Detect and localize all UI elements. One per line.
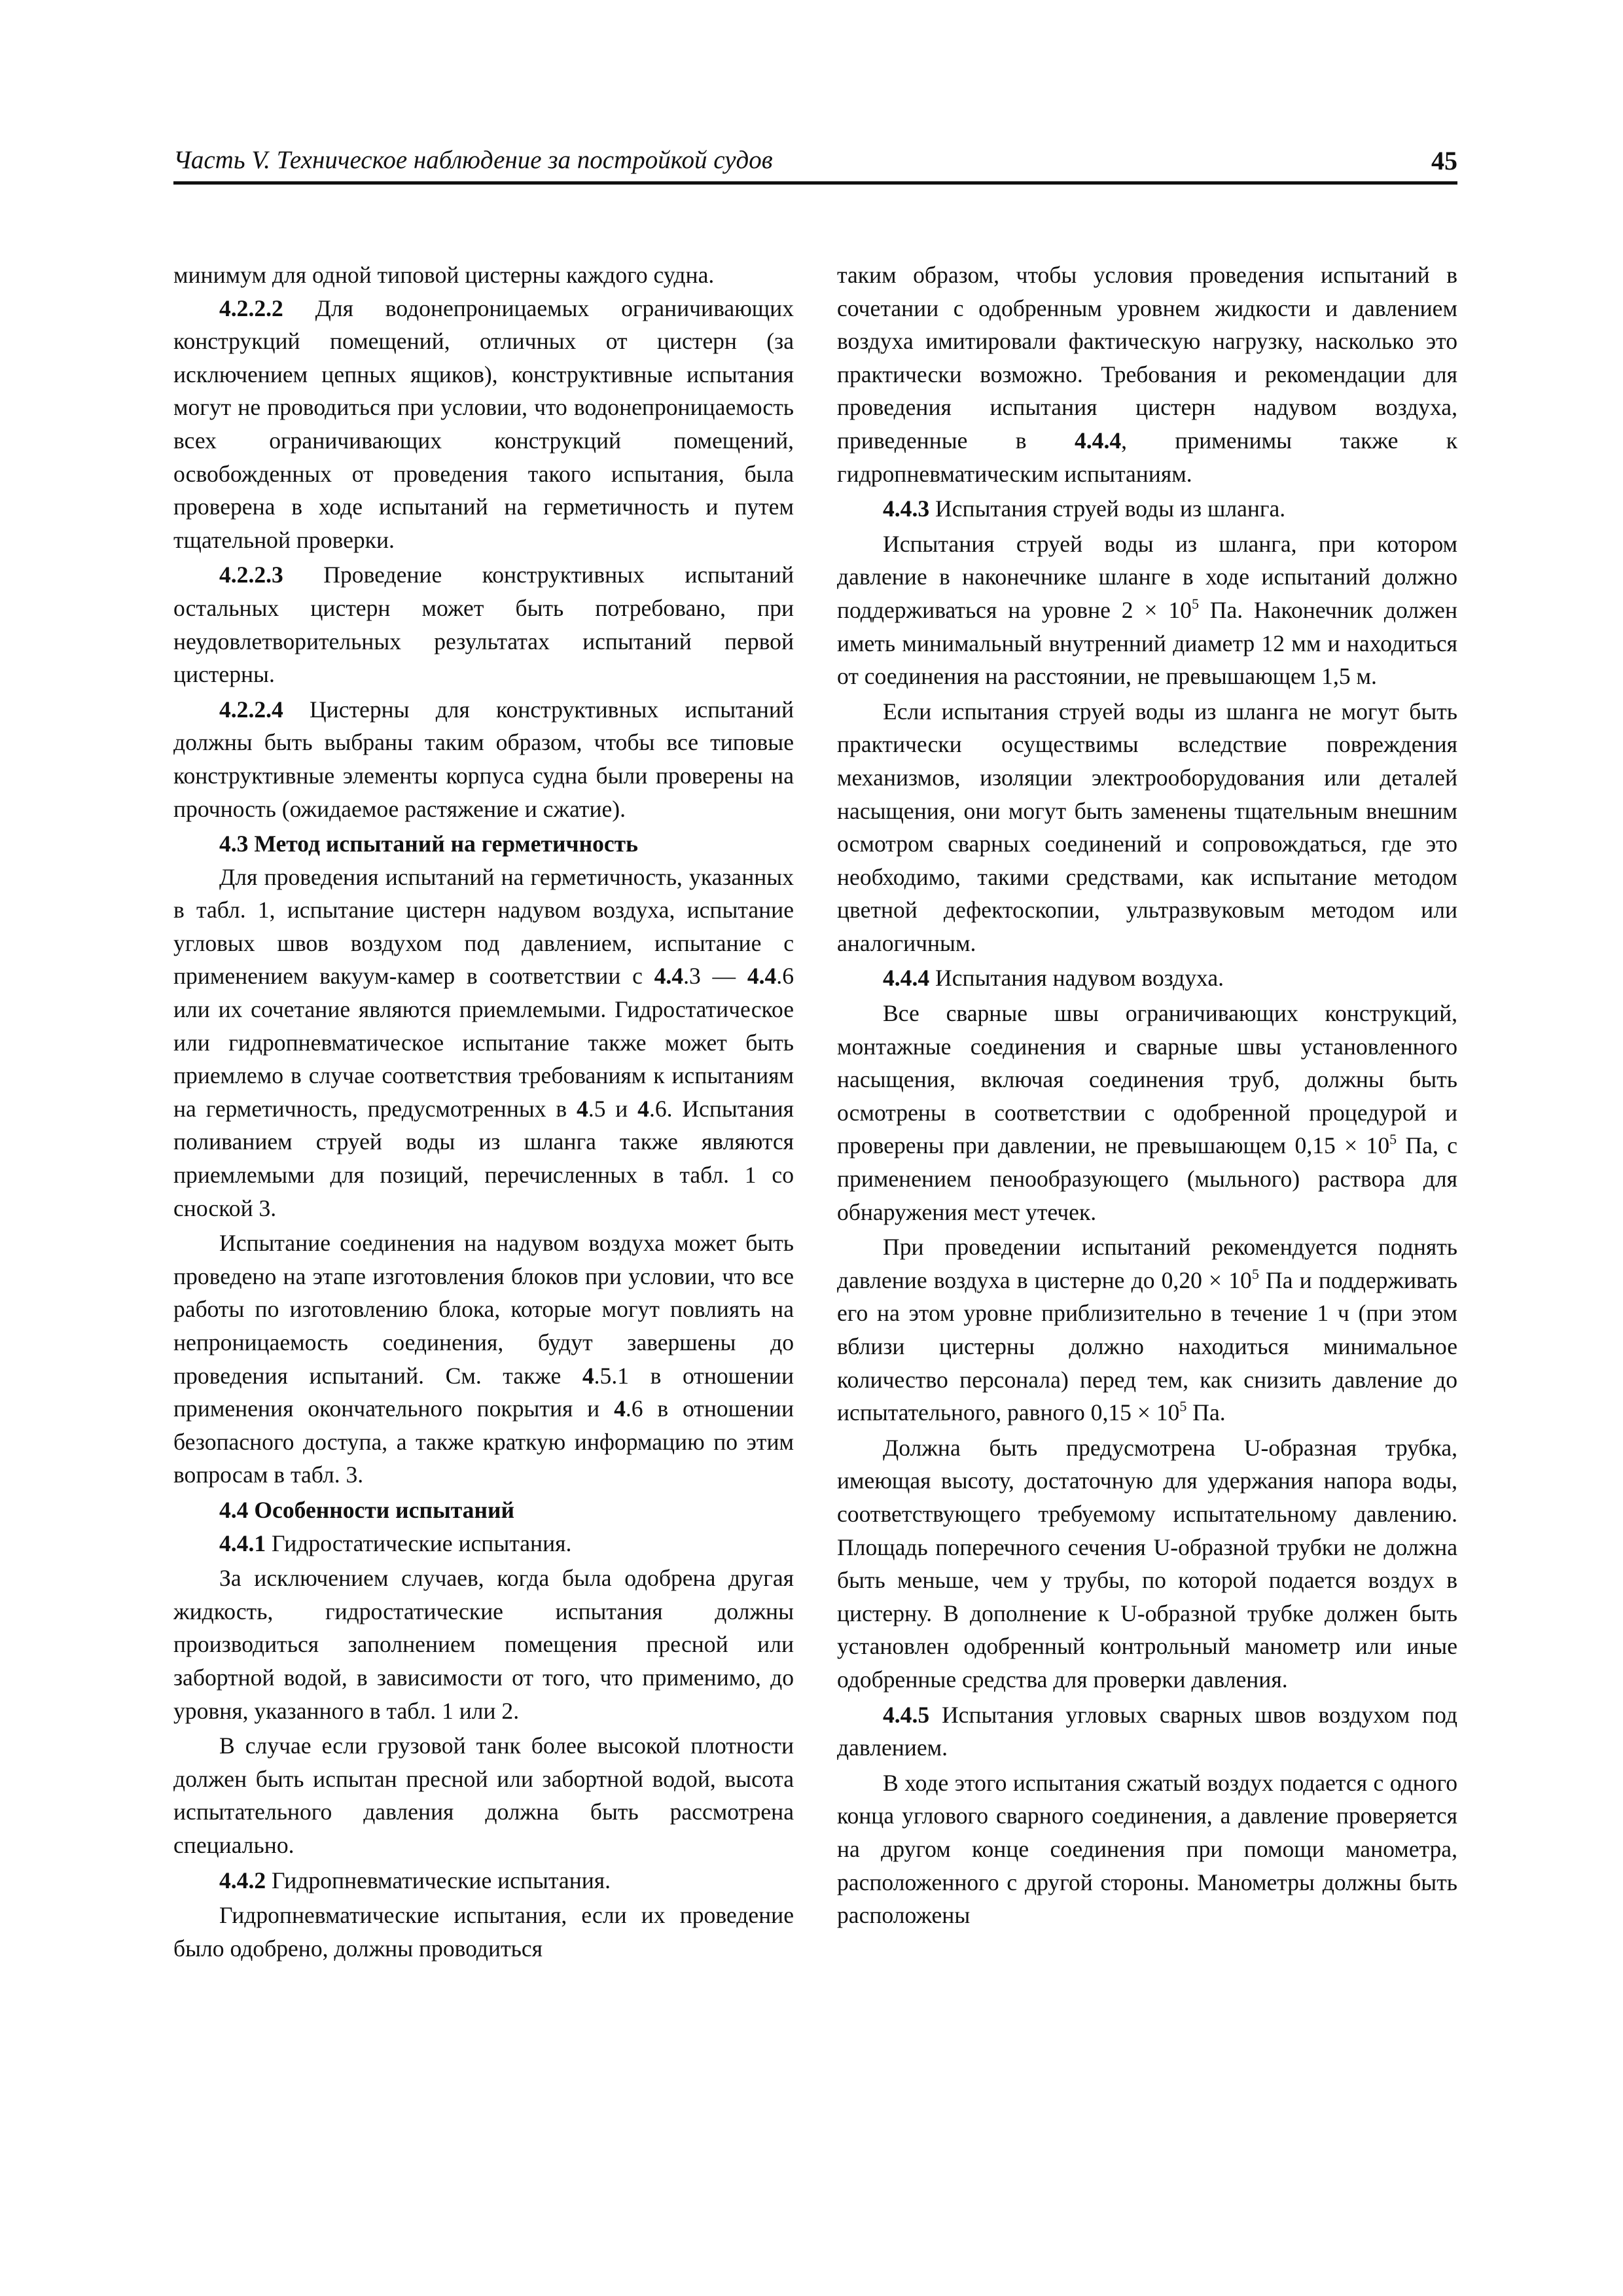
clause-number: 4.4.5 — [883, 1701, 930, 1728]
right-column — [837, 259, 1457, 1932]
clause-number: 4.4.3 — [883, 495, 930, 522]
paragraph-4-2-2-4: 4.2.2.4 Цистерны для конструктивных испытаний должны быть выбраны таким образом, чтобы все типовые конструктивные элементы корпуса судна были проверены на прочность (ожидаемое растяжение и сжатие). — [173, 696, 794, 822]
paragraph-4-4-1: 4.4.1 Гидростатические испытания. — [219, 1530, 572, 1556]
paragraph: Испытания струей воды из шланга, при котором давление в наконечнике шланге в ходе испытаний должно поддерживаться на уровне $2 \times 10^5$ Па. Наконечник должен иметь минимальный внутренний диаметр 12 мм и находиться от соединения на расстоянии, не превышающем 1,5 м. — [837, 530, 1457, 690]
clause-number: 4.4.1 — [219, 1530, 266, 1556]
paragraph: В ходе этого испытания сжатый воздух подается с одного конца углового сварного соединения, а давление проверяется на другом конце соединения при помощи манометра, расположенного с другой стороны. Манометры должны быть расположены — [837, 1769, 1457, 1929]
clause-number: 4.2.2.2 — [219, 295, 283, 321]
paragraph: Для проведения испытаний на герметичность, указанных в табл. 1, испытание цистерн надувом воздуха, испытание угловых швов воздухом под давлением, испытание с применением вакуум-камер в соответствии с 4.4.3 — 4.4.6 или их сочетание являются приемлемыми. Гидростатическое или гидропневматическое испытание также может быть приемлемо в случае соответствия требованиям к испытаниям на герметичность, предусмотренных в 4.5 и 4.6. Испытания поливанием струей воды из шланга также являются приемлемыми для позиций, перечисленных в табл. 1 со сноской 3. — [173, 863, 794, 1221]
paragraph: Должна быть предусмотрена U-образная трубка, имеющая высоту, достаточную для удержания напора воды, соответствующего требуемому испытательному давлению. Площадь поперечного сечения U-образной трубки не должна быть меньше, чем у трубы, по которой подается воздух в цистерну. В дополнение к U-образной трубке должен быть установлен одобренный контрольный манометр или иные одобренные средства для проверки давления. — [837, 1434, 1457, 1693]
paragraph: Гидропневматические испытания, если их проведение было одобрено, должны проводиться — [173, 1902, 794, 1962]
paragraph-4-4-5: 4.4.5 Испытания угловых сварных швов воздухом под давлением. — [837, 1701, 1457, 1761]
paragraph: таким образом, чтобы условия проведения испытаний в сочетании с одобренным уровнем жидкости и давлением воздуха имитировали фактическую нагрузку, насколько это практически возможно. Требования и рекомендации для проведения испытания цистерн надувом воздуха, приведенные в 4.4.4, применимы также к гидропневматическим испытаниям. — [837, 262, 1458, 487]
paragraph-4-2-2-3: 4.2.2.3 Проведение конструктивных испытаний остальных цистерн может быть потребовано, при неудовлетворительных результатах испытаний первой цистерны. — [173, 562, 794, 688]
section-heading-4-4: 4.4 Особенности испытаний — [219, 1496, 514, 1523]
page-number: 45 — [1431, 146, 1457, 175]
paragraph: минимум для одной типовой цистерны каждого судна. — [173, 262, 715, 288]
paragraph: В случае если грузовой танк более высокой плотности должен быть испытан пресной или забортной водой, высота испытательного давления должна быть рассмотрена специально. — [173, 1732, 794, 1858]
clause-number: 4.4.2 — [219, 1867, 266, 1893]
paragraph: Если испытания струей воды из шланга не могут быть практически осуществимы вследствие повреждения механизмов, изоляции электрооборудования или деталей насыщения, они могут быть заменены тщательным внешним осмотром сварных соединений и сопровождаться, где это необходимо, такими средствами, как испытание методом цветной дефектоскопии, ультразвуковым методом или аналогичным. — [837, 698, 1457, 956]
left-column — [173, 259, 794, 1965]
paragraph: Все сварные швы ограничивающих конструкций, монтажные соединения и сварные швы установленного насыщения, включая соединения труб, должны быть осмотрены в соответствии с одобренной процедурой и проверены при давлении, не превышающем $0,15 \times 10^5$ Па, с применением пенообразующего (мыльного) раствора для обнаружения мест утечек. — [837, 1000, 1457, 1225]
paragraph-4-4-2: 4.4.2 Гидропневматические испытания. — [219, 1867, 611, 1893]
paragraph: Испытание соединения на надувом воздуха может быть проведено на этапе изготовления блоков при условии, что все работы по изготовлению блока, которые могут повлиять на непроницаемость соединения, будут завершены до проведения испытаний. См. также 4.5.1 в отношении применения окончательного покрытия и 4.6 в отношении безопасного доступа, а также краткую информацию по этим вопросам в табл. 3. — [173, 1230, 794, 1488]
header-rule — [173, 181, 1457, 185]
clause-number: 4.2.2.4 — [219, 696, 283, 723]
paragraph-4-4-3: 4.4.3 Испытания струей воды из шланга. — [883, 495, 1286, 522]
page-header — [173, 145, 1457, 183]
paragraph: За исключением случаев, когда была одобрена другая жидкость, гидростатические испытания должны производиться заполнением помещения пресной или забортной водой, в зависимости от того, что применимо, до уровня, указанного в табл. 1 или 2. — [173, 1565, 794, 1724]
paragraph: При проведении испытаний рекомендуется поднять давление воздуха в цистерне до $0,20 \times 10^5$ Па и поддерживать его на этом уровне приблизительно в течение 1 ч (при этом вблизи цистерны должно находиться минимальное количество персонала) перед тем, как снизить давление до испытательного, равного $0,15 \times 10^5$ Па. — [837, 1234, 1458, 1426]
section-heading-4-3: 4.3 Метод испытаний на герметичность — [219, 831, 638, 857]
paragraph-4-2-2-2: 4.2.2.2 Для водонепроницаемых ограничивающих конструкций помещений, отличных от цистерн (за исключением цепных ящиков), конструктивные испытания могут не проводиться при условии, что водонепроницаемость всех ограничивающих конструкций помещений, освобожденных от проведения такого испытания, была проверена в ходе испытаний на герметичность и путем тщательной проверки. — [173, 295, 794, 553]
paragraph-4-4-4: 4.4.4 Испытания надувом воздуха. — [883, 965, 1224, 992]
clause-number: 4.4.4 — [883, 965, 930, 992]
running-title: Часть V. Техническое наблюдение за постройкой судов — [173, 146, 773, 174]
clause-number: 4.2.2.3 — [219, 562, 283, 588]
